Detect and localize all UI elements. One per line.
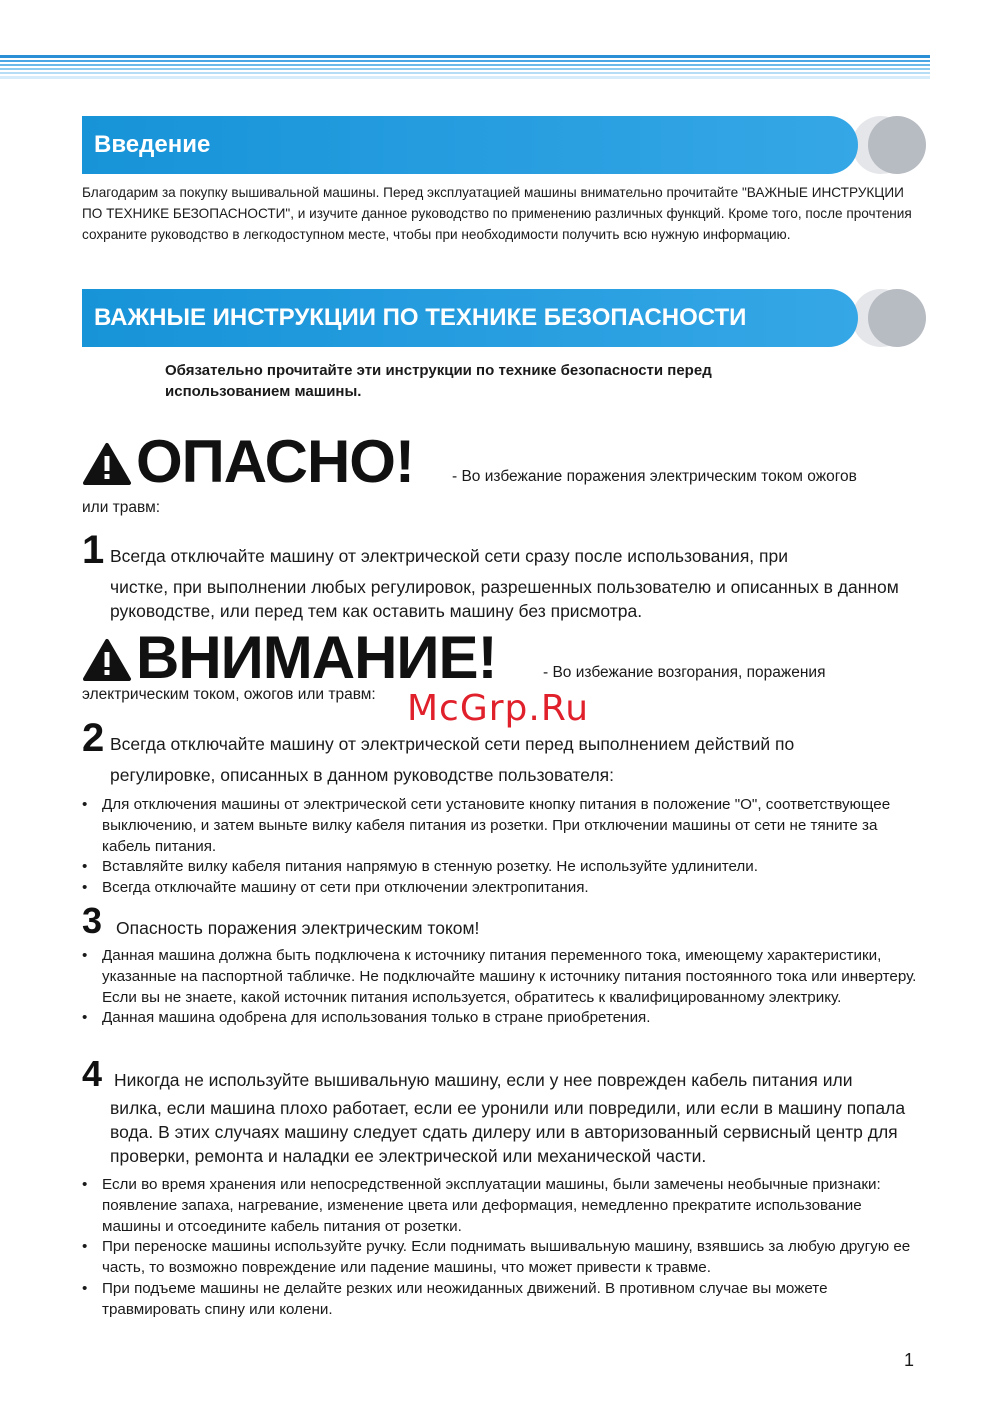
intro-title: Введение [82,116,858,174]
item-2-number: 2 [82,716,105,760]
danger-suffix: - Во избежание поражения электрическим током ожогов [452,468,857,485]
item-4-number: 4 [82,1053,103,1094]
intro-header [82,116,914,174]
item-2-line-1: Всегда отключайте машину от электрической сети перед выполнением действий по [110,734,795,754]
top-decorative-stripe [0,55,930,83]
item-3-line-1: Опасность поражения электрическим током! [116,918,480,938]
item-3-bullets [82,946,924,1029]
item-4-line-1: Никогда не используйте вышивальную машину, если у нее поврежден кабель питания или [114,1070,853,1090]
item-4-rest: вилка, если машина плохо работает, если ее уронили или повредили, или если в машину попала вода. В этих случаях машину следует сдать дилеру или в авторизованный сервисный центр для проверки, ремонта и наладки ее электрической или механической части. [110,1098,906,1166]
item-2-rest: регулировке, описанных в данном руководстве пользователя: [110,765,614,785]
danger-word: ОПАСНО! [136,428,414,495]
danger-heading [82,428,922,495]
must-read-line-1: Обязательно прочитайте эти инструкции по технике безопасности перед [165,362,712,379]
must-read-line-2: использованием машины. [165,383,362,400]
list-item: • При подъеме машины не делайте резких или неожиданных движений. В противном случае вы можете травмировать спину или колени. [82,1279,924,1321]
list-item: • Всегда отключайте машину от сети при отключении электропитания. [82,878,924,899]
item-4-bullets [82,1175,924,1321]
caution-suffix: - Во избежание возгорания, поражения [543,664,826,681]
warning-triangle-icon [82,442,132,486]
header-cap-dark [868,116,926,174]
list-item: • Данная машина должна быть подключена к источнику питания переменного тока, имеющему характеристики, указанные на паспортной табличке. Не подключайте машину к источнику питания постоянного тока или инвертеру. Если вы не знаете, какой источник питания используется, обратитесь к квалифицированному электрику. [82,946,924,1008]
list-item: • Для отключения машины от электрической сети установите кнопку питания в положение "O", соответствующее выключению, и затем выньте вилку кабеля питания из розетки. При отключении машины от сети не тяните за кабель питания. [82,795,924,857]
caution-word: ВНИМАНИЕ! [136,624,497,691]
list-item: • Вставляйте вилку кабеля питания напрямую в стенную розетку. Не используйте удлинители. [82,857,924,878]
page-number: 1 [904,1350,915,1370]
header-cap-dark [868,289,926,347]
must-read-note [165,360,865,402]
list-item: • Данная машина одобрена для использования только в стране приобретения. [82,1008,924,1029]
watermark: McGrp.Ru [407,688,590,729]
list-item: • Если во время хранения или непосредственной эксплуатации машины, были замечены необычные признаки: появление запаха, нагревание, изменение цвета или деформация, немедленно прекратите использование машины и отсоедините кабель питания от розетки. [82,1175,924,1237]
item-1-number: 1 [82,528,105,572]
caution-heading [82,624,922,691]
intro-text: Благодарим за покупку вышивальной машины. Перед эксплуатацией машины внимательно прочитайте "ВАЖНЫЕ ИНСТРУКЦИИ ПО ТЕХНИКЕ БЕЗОПАСНОСТИ", и изучите данное руководство по применению различных функций. Кроме того, после прочтения сохраните руководство в легкодоступном месте, чтобы при необходимости получить всю нужную информацию. [82,185,912,242]
item-3-number: 3 [82,900,103,941]
item-1-rest: чистке, при выполнении любых регулировок, разрешенных пользователю и описанных в данном руководстве, или перед тем как оставить машину без присмотра. [110,577,899,621]
list-item: • При переноске машины используйте ручку. Если поднимать вышивальную машину, взявшись за любую другую ее часть, то возможно повреждение или падение машины, что может привести к травме. [82,1237,924,1279]
item-2-bullets [82,795,924,899]
caution-continuation: электрическим током, ожогов или травм: [82,686,376,703]
danger-continuation: или травм: [82,499,161,516]
safety-header [82,289,914,347]
safety-title: ВАЖНЫЕ ИНСТРУКЦИИ ПО ТЕХНИКЕ БЕЗОПАСНОСТИ [82,289,858,347]
warning-triangle-icon [82,638,132,682]
item-1-line-1: Всегда отключайте машину от электрической сети сразу после использования, при [110,546,789,566]
